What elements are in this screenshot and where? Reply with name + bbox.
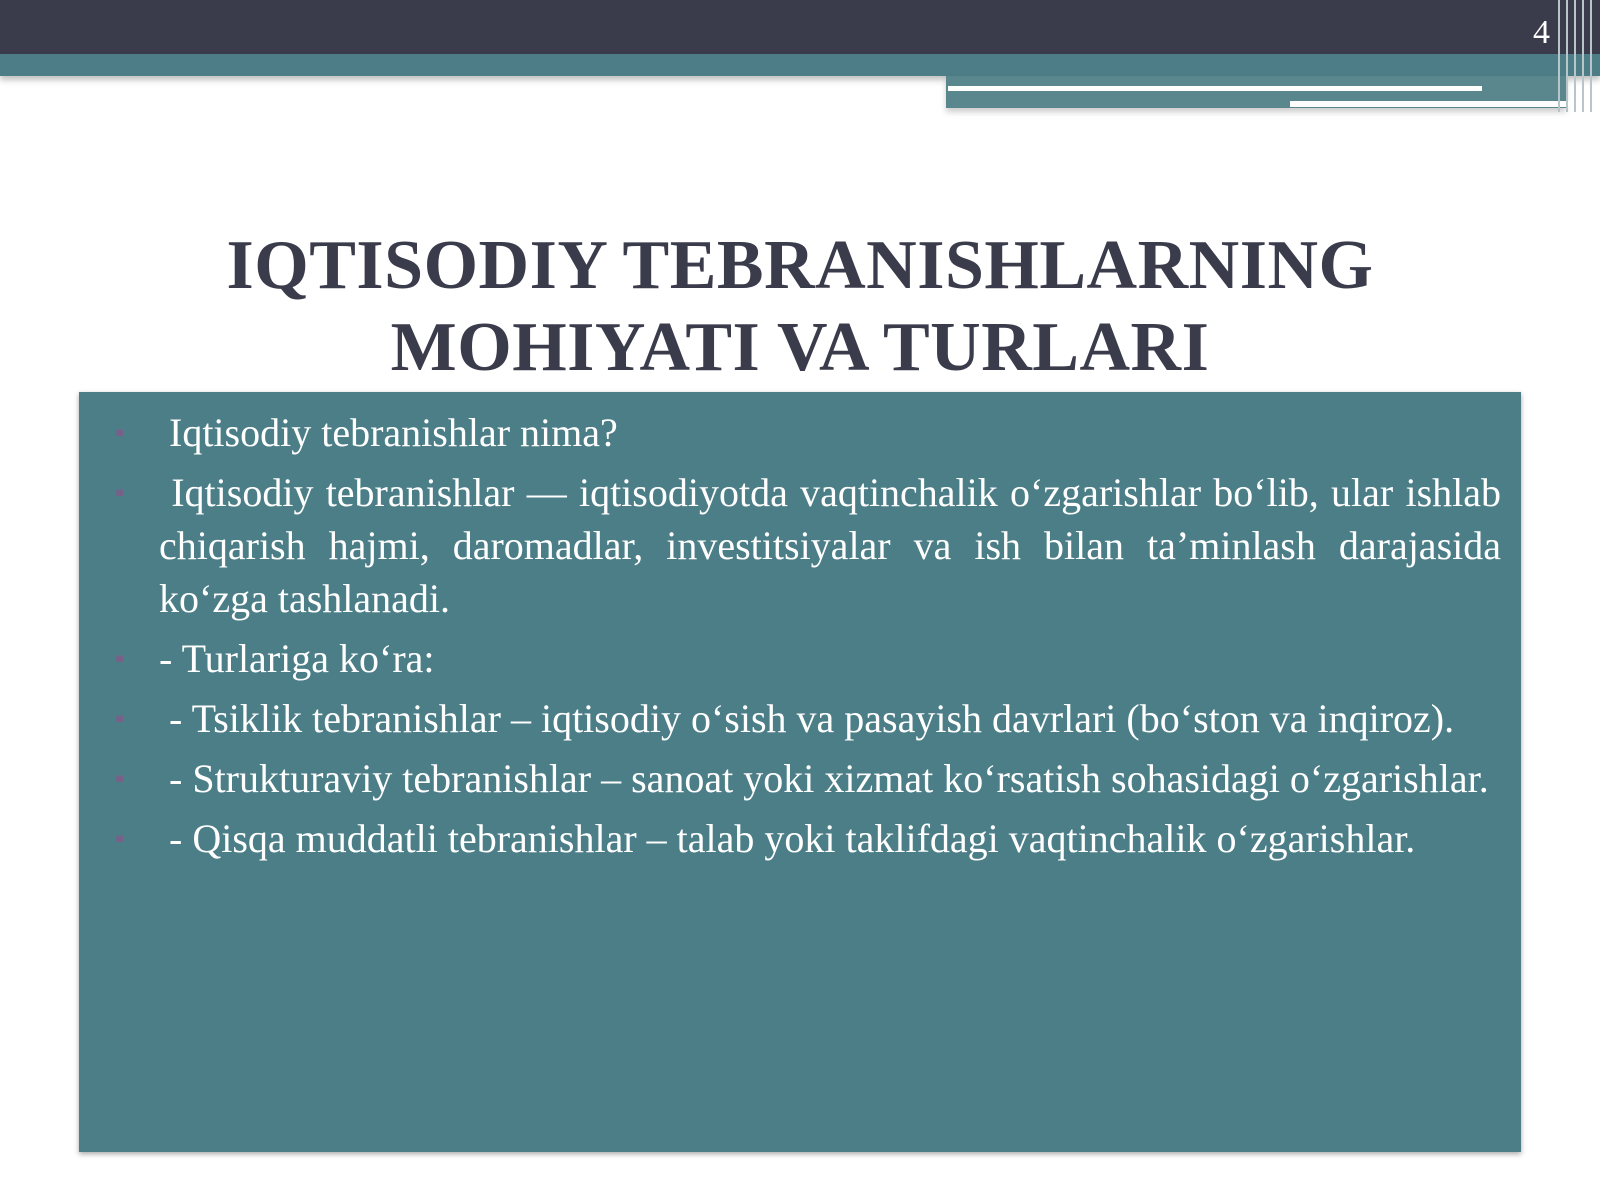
content-panel (79, 392, 1521, 1152)
list-item-text: Iqtisodiy tebranishlar nima? (159, 410, 618, 455)
list-item (115, 466, 1512, 625)
list-item (115, 752, 1501, 805)
slide-title: IQTISODIY TEBRANISHLARNING MOHIYATI VA TURLARI (226, 227, 1374, 386)
header-accent-band (0, 54, 1600, 76)
list-item-text: - Qisqa muddatli tebranishlar – talab yoki taklifdagi vaqtinchalik o‘zgarishlar. (159, 816, 1416, 861)
bullet-square-icon: ▪ (115, 644, 125, 673)
bullet-square-icon: ▪ (115, 704, 125, 733)
bullet-square-icon: ▪ (115, 824, 125, 853)
edge-stripes-decoration (1552, 0, 1600, 112)
list-item-text: - Strukturaviy tebranishlar – sanoat yoki xizmat ko‘rsatish sohasidagi o‘zgarishlar. (159, 756, 1489, 801)
list-item (115, 692, 1501, 745)
list-item (115, 406, 1501, 459)
bullet-square-icon: ▪ (115, 478, 125, 507)
list-item (115, 812, 1501, 865)
bullet-square-icon: ▪ (115, 764, 125, 793)
list-item-text: - Tsiklik tebranishlar – iqtisodiy o‘sish va pasayish davrlari (bo‘ston va inqiroz). (159, 696, 1455, 741)
header-accent-line (1290, 101, 1570, 107)
header-bar (0, 0, 1600, 54)
list-item-text: Iqtisodiy tebranishlar — iqtisodiyotda vaqtinchalik o‘zgarishlar bo‘lib, ular ishlab chiqarish hajmi, daromadlar, investitsiyalar va ish bilan ta’minlash darajasida ko‘zga tashlanadi. (159, 470, 1512, 621)
slide-number: 4 (1533, 14, 1550, 51)
header-accent-line (948, 86, 1482, 91)
list-item-text: - Turlariga ko‘ra: (159, 636, 435, 681)
bullet-square-icon: ▪ (115, 418, 125, 447)
list-item (115, 632, 1501, 685)
bullet-list (115, 406, 1512, 865)
